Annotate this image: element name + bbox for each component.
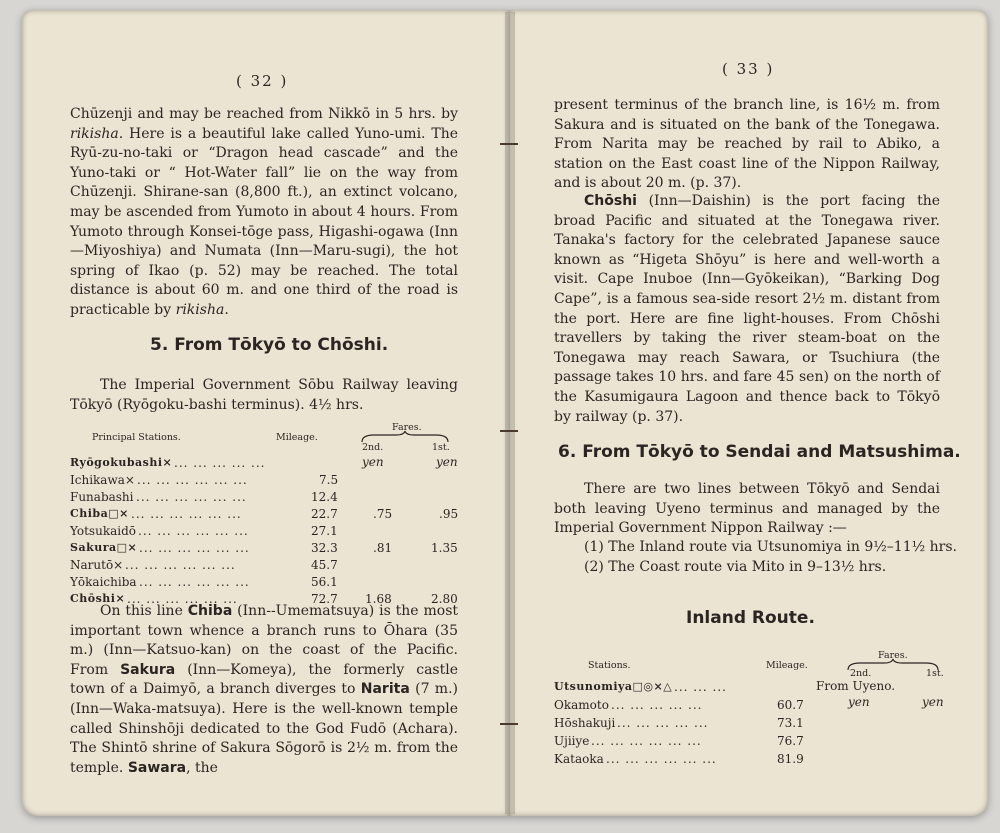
table-cell-dots: ... ... ... ... ... ...: [131, 507, 242, 521]
table-cell-station: Narutō×: [70, 558, 124, 572]
table-cell-fare1: 1.35: [431, 541, 458, 555]
table-row: [70, 490, 470, 506]
table-cell-dots: ... ... ... ... ... ...: [139, 575, 250, 589]
text-run: .: [224, 301, 229, 318]
text-run: (Inn—Komeya), the formerly castle town of a Daimyō, a branch diverges to: [70, 661, 458, 698]
table-cell-dots: ... ... ... ... ... ...: [137, 473, 248, 487]
col-fares-header: Fares.: [878, 650, 908, 661]
table-cell-fare2: .75: [373, 507, 393, 521]
table-cell-fare1: .95: [439, 507, 459, 521]
text-run: (Inn—Daishin) is the port facing the broad Pacific and situated at the Tonegawa river. Tanaka's factory for the celebrated Japanese sauce known as “Higeta Shōyu” is here and well-worth a visit. Cape Inuboe (Inn—Gyōkeikan), “Barking Dog Cape”, is a famous sea-side resort 2½ m. distant from the port. Here are fine light-houses. From Chōshi travellers by taking the river steam-boat on the Tonegawa may reach Sawara, or Tsuchiura (the passage takes 10 hrs. and fare 45 sen) on the north of the Kasumigaura Lagoon and thence back to Tōkyō by railway (p. 37).: [554, 193, 940, 425]
table-cell-mileage: 60.7: [777, 698, 804, 712]
table-cell-mileage: 7.5: [319, 473, 339, 487]
col-mileage-header: Mileage.: [276, 432, 318, 443]
table-cell-dots: ... ... ... ... ...: [611, 698, 703, 712]
page-number: ( 32 ): [236, 72, 289, 90]
inland-route-table: [554, 646, 974, 766]
table-row: [554, 752, 974, 768]
intro-paragraph: [70, 105, 458, 321]
from-label: From Uyeno.: [816, 679, 896, 693]
section-heading: 6. From Tōkyō to Sendai and Matsushima.: [558, 442, 961, 462]
table-cell-dots: ... ... ... ... ...: [617, 716, 709, 730]
table-cell-station: Yōkaichiba: [70, 575, 137, 589]
choshi-paragraph: [554, 192, 940, 427]
col-mileage-header: Mileage.: [766, 660, 808, 671]
col-1st-header: 1st.: [926, 668, 944, 679]
right-page: [510, 10, 988, 816]
col-stations-header: Principal Stations.: [92, 432, 181, 443]
table-row: [70, 456, 470, 472]
fare-table: [70, 420, 470, 605]
table-cell-dots: ... ... ... ... ... ...: [139, 541, 250, 555]
col-2nd-header: 2nd.: [362, 442, 384, 453]
text-run: On this line: [100, 603, 188, 619]
table-cell-station: Funabashi: [70, 490, 134, 504]
yen-1st-label: yen: [436, 455, 458, 469]
place-name: Sawara: [127, 759, 187, 776]
table-row: [70, 575, 470, 591]
table-cell-dots: ... ... ... ... ...: [174, 456, 266, 470]
table-cell-mileage: 22.7: [311, 507, 338, 521]
yen-2nd-label: yen: [848, 695, 870, 709]
table-row: [554, 716, 974, 732]
left-page: [22, 10, 510, 816]
col-stations-header: Stations.: [588, 660, 631, 671]
table-cell-dots: ... ... ... ... ... ...: [591, 734, 702, 748]
yen-1st-label: yen: [922, 695, 944, 709]
table-cell-mileage: 27.1: [311, 524, 338, 538]
text-run: , the: [186, 759, 218, 776]
table-row: [70, 507, 470, 523]
col-2nd-header: 2nd.: [850, 668, 872, 679]
text-run-italic: rikisha: [70, 125, 119, 142]
railway-paragraph: The Imperial Government Sōbu Railway leaving Tōkyō (Ryōgoku-bashi terminus). 4½ hrs.: [70, 377, 458, 413]
table-row: [70, 473, 470, 489]
yen-2nd-label: yen: [362, 455, 384, 469]
text-run: (7 m.) (Inn—Waka-matsuya). Here is the well-known temple called Shinshōji dedicated to the God Fudō (Achara). The Shintō shrine of Sakura Sōgorō is 2½ m. from the temple.: [70, 681, 458, 776]
table-cell-station: Utsunomiya□◎×△: [554, 680, 673, 693]
table-cell-dots: ... ... ... ... ... ...: [138, 524, 249, 538]
text-run-italic: rikisha: [175, 301, 225, 318]
table-cell-fare2: 1.68: [365, 592, 392, 606]
table-row: [70, 541, 470, 557]
sub-heading: Inland Route.: [686, 608, 815, 628]
table-cell-station: Yotsukaidō: [70, 524, 136, 538]
table-cell-station: Ichikawa×: [70, 473, 135, 487]
table-cell-station: Ryōgokubashi×: [70, 456, 173, 469]
top-paragraph: present terminus of the branch line, is 16½ m. from Sakura and is situated on the bank of the Tonegawa. From Narita may be reached by rail to Abiko, a station on the East coast line of the Nippon Railway, and is about 20 m. (p. 37).: [554, 97, 940, 192]
place-name: Chōshi: [584, 193, 637, 209]
table-cell-station: Kataoka: [554, 752, 604, 766]
page-number: ( 33 ): [722, 60, 775, 78]
route-item: (2) The Coast route via Mito in 9–13½ hrs.: [584, 559, 887, 575]
table-row: [70, 558, 470, 574]
place-name: Narita: [360, 681, 410, 698]
section-heading: 5. From Tōkyō to Chōshi.: [150, 335, 389, 355]
table-cell-fare1: 2.80: [431, 592, 458, 606]
binding-stitch: [500, 143, 518, 145]
bottom-paragraph: [70, 602, 458, 778]
route-item: (1) The Inland route via Utsunomiya in 9½–11½ hrs.: [584, 539, 957, 555]
table-cell-dots: ... ... ... ... ... ...: [127, 592, 238, 606]
text-run: Chūzenji and may be reached from Nikkō in 5 hrs. by: [70, 106, 458, 122]
table-cell-mileage: 56.1: [311, 575, 338, 589]
col-fares-header: Fares.: [392, 422, 422, 433]
table-row: [554, 698, 974, 714]
table-cell-mileage: 45.7: [311, 558, 338, 572]
table-row: [554, 734, 974, 750]
table-row: [554, 680, 974, 696]
table-cell-mileage: 76.7: [777, 734, 804, 748]
table-cell-fare2: .81: [373, 541, 393, 555]
binding-stitch: [500, 430, 518, 432]
table-cell-dots: ... ... ... ... ... ...: [125, 558, 236, 572]
table-cell-mileage: 73.1: [777, 716, 804, 730]
binding-stitch: [500, 723, 518, 725]
table-cell-dots: ... ... ... ... ... ...: [606, 752, 717, 766]
table-cell-mileage: 81.9: [777, 752, 804, 766]
table-cell-station: Chōshi×: [70, 592, 126, 605]
col-1st-header: 1st.: [432, 442, 450, 453]
table-row: [70, 524, 470, 540]
text-run: . Here is a beautiful lake called Yuno-umi. The Ryū-zu-no-taki or “Dragon head cascade” and the Yuno-taki or “ Hot-Water fall” lie on the way from Chūzenji. Shirane-san (8,800 ft.), an extinct volcano, may be ascended from Yumoto in about 4 hours. From Yumoto through Konsei-tōge pass, Higashi-ogawa (Inn—Miyoshiya) and Numata (Inn—Maru-sugi), the hot spring of Ikao (p. 52) may be reached. The total distance is about 60 m. and one third of the road is practicable by: [70, 125, 458, 318]
table-cell-dots: ... ... ...: [674, 680, 727, 694]
lines-paragraph: There are two lines between Tōkyō and Sendai both leaving Uyeno terminus and managed by the Imperial Government Nippon Railway :—: [554, 481, 940, 537]
table-cell-station: Okamoto: [554, 698, 609, 712]
book-gutter: [505, 12, 515, 814]
table-cell-mileage: 32.3: [311, 541, 338, 555]
table-cell-mileage: 72.7: [311, 592, 338, 606]
table-cell-station: Sakura□×: [70, 541, 138, 554]
place-name: Chiba: [187, 603, 233, 619]
table-cell-dots: ... ... ... ... ... ...: [136, 490, 247, 504]
text-run: (Inn--Umematsuya) is the most important town whence a branch runs to Ōhara (35 m.) (Inn—Katsuo-kan) on the coast of the Pacific. From: [70, 603, 459, 678]
table-cell-station: Ujiiye: [554, 734, 590, 748]
table-cell-mileage: 12.4: [311, 490, 338, 504]
place-name: Sakura: [120, 661, 176, 678]
table-cell-station: Chiba□×: [70, 507, 129, 520]
table-cell-station: Hōshakuji: [554, 716, 616, 730]
